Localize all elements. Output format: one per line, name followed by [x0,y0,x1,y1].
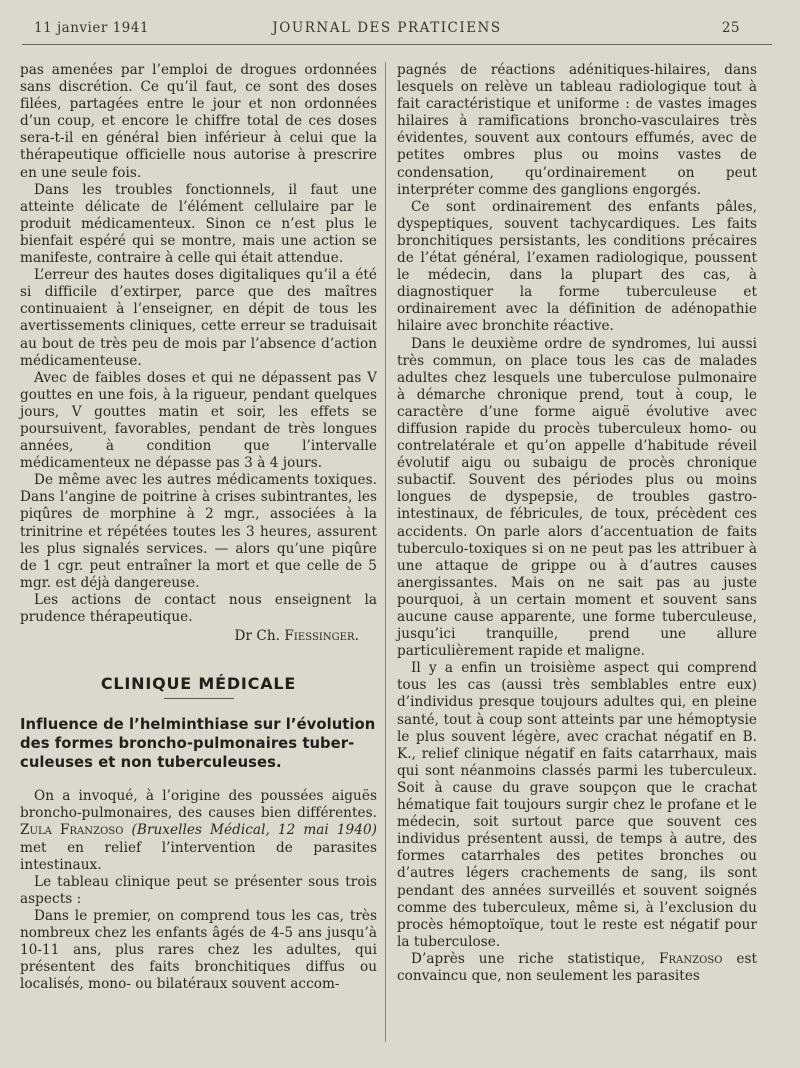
article-title-line: culeuses et non tuberculeuses. [20,754,282,772]
paragraph: Ce sont ordinairement des enfants pâles, dyspeptiques, souvent tachycardiques. Les faits bronchitiques persistants, les conditions précaires de l’état général, l’examen radiologique, poussent le médecin, dans la plupart des cas, à diagnostiquer la forme tuberculeuse et ordinairement avec la définition de adénopathie hilaire avec bronchite réactive. [397,198,757,335]
paragraph: Dans le premier, on comprend tous les cas, très nombreux chez les enfants âgés de 4-5 ans jusqu’à 10-11 ans, plus rares chez les adultes, qui présentent des faits bronchitiques diffus ou localisés, mono- ou bilatéraux souvent accom- [20,907,377,993]
author-signature [20,628,377,645]
section-rule [164,698,234,699]
paragraph: Les actions de contact nous enseignent la prudence thérapeutique. [20,591,377,625]
journal-title: JOURNAL DES PRATICIENS [272,20,502,36]
header-rule [22,44,772,45]
paragraph: pagnés de réactions adénitiques-hilaires, dans lesquels on relève un tableau radiologique tout à fait caractéristique et uniforme : de vastes images hilaires à ramifications broncho-vasculaires très évidentes, souvent aux contours effumés, avec de petites ombres plus ou moins vastes de condensation, qu’ordinairement on peut interpréter comme des ganglions engorgés. [397,62,757,198]
page-number: 25 [721,20,740,36]
paragraph-text: D’après une riche statistique, [411,950,646,967]
paragraph [20,788,377,873]
paragraph: Avec de faibles doses et qui ne dépassent pas V gouttes en une fois, à la rigueur, pendant quelques jours, V gouttes matin et soir, les effets se poursuivent, favorables, pendant de très longues années, à condition que l’intervalle médicamenteux ne dépasse pas 3 à 4 jours. [20,369,377,472]
author-name: Zula Franzoso [20,822,124,839]
paragraph-text: On a invoqué, à l’origine des poussées aiguës broncho-pulmonaires, des causes bien différentes. [20,788,377,822]
paragraph [397,951,757,985]
paragraph: pas amenées par l’emploi de drogues ordonnées sans discrétion. Ce qu’il faut, ce sont des doses filées, partagées entre le jour et non ordonnées d’un coup, et encore le chiffre total de ces doses sera-t-il en général bien inférieur à celui que la thérapeutique officielle nous autorise à prescrire en une seule fois. [20,62,377,181]
article-title-line: des formes broncho-pulmonaires tuber- [20,735,355,753]
signature-name: Fiessinger. [284,628,359,645]
author-name: Franzoso [658,950,723,967]
article-title [20,715,377,772]
paragraph-text: met en relief l’intervention de parasites intestinaux. [20,839,377,873]
section-heading: CLINIQUE MÉDICALE [100,674,297,694]
left-column [20,62,377,993]
citation: (Bruxelles Médical, 12 mai 1940) [131,822,377,839]
column-divider [385,62,386,1042]
signature-prefix: Dr Ch. [234,628,281,645]
paragraph: Le tableau clinique peut se présenter sous trois aspects : [20,873,377,907]
paragraph: Dans le deuxième ordre de syndromes, lui aussi très commun, on place tous les cas de malades adultes chez lesquels une tuberculose pulmonaire à démarche chronique prend, tout à coup, le caractère d’une forme aiguë évolutive avec diffusion rapide du procès tuberculeux homo- ou contrelatérale et qu’on appelle d’habitude réveil évolutif aigu ou subaigu de procès chronique subactif. Souvent des périodes plus ou moins longues de dyspepsie, de troubles gastro-intestinaux, de fébricules, de toux, précèdent ces accidents. On parle alors d’accentuation de faits tuberculo-toxiques si on ne peut pas les attribuer à une attaque de grippe ou à d’autres causes anergissantes. Mais on ne sait pas au juste pourquoi, à un certain moment et souvent sans aucune cause apparente, une forme tuberculeuse, jusqu’ici tranquille, prend une allure particulièrement rapide et maligne. [397,335,757,660]
paragraph: De même avec les autres médicaments toxiques. Dans l’angine de poitrine à crises subintrantes, les piqûres de morphine à 2 mgr., associées à la trinitrine et répétées toutes les 3 heures, assurent les plus signalés services. — alors qu’une piqûre de 1 cgr. peut entraîner la mort et que celle de 5 mgr. est déjà dangereuse. [20,472,377,591]
paragraph: Il y a enfin un troisième aspect qui comprend tous les cas (aussi très semblables entre eux) d’individus presque toujours adultes qui, en pleine santé, tout à coup sont atteints par une hémoptysie le plus souvent légère, avec crachat négatif en B. K., relief clinique négatif en faits catarrhaux, mais qui sont néanmoins classés parmi les tuberculeux. Soit à cause du grave soupçon que le crachat hématique fait toujours surgir chez le profane et le médecin, soit surtout parce que souvent ces individus présentent aussi, de temps à autre, des formes catarrhales des petites bronches ou d’autres légers crachements de sang, ils sont pendant des années surveillés et souvent soignés comme des tuberculeux, même si, à l’exclusion du procès hémoptoïque, tout le reste est négatif pour la tuberculose. [397,660,757,950]
article-title-line: Influence de l’helminthiase sur l’évolution [20,716,376,734]
paragraph: L’erreur des hautes doses digitaliques qu’il a été si difficile d’extirper, parce que des maîtres continuaient à l’enseigner, en dépit de tous les avertissements cliniques, cette erreur se traduisait au bout de très peu de mois par l’absence d’action médicamenteuse. [20,267,377,369]
header-date: 11 janvier 1941 [34,20,149,36]
paragraph: Dans les troubles fonctionnels, il faut une atteinte délicate de l’élément cellulaire par le produit médicamenteux. Sinon ce n’est plus le bienfait espéré qui se montre, mais une action se manifeste, contraire à celle qui était attendue. [20,181,377,267]
right-column [397,62,757,985]
running-header [34,20,740,38]
paragraph-text: est convaincu que, non seulement les parasites [397,950,757,984]
